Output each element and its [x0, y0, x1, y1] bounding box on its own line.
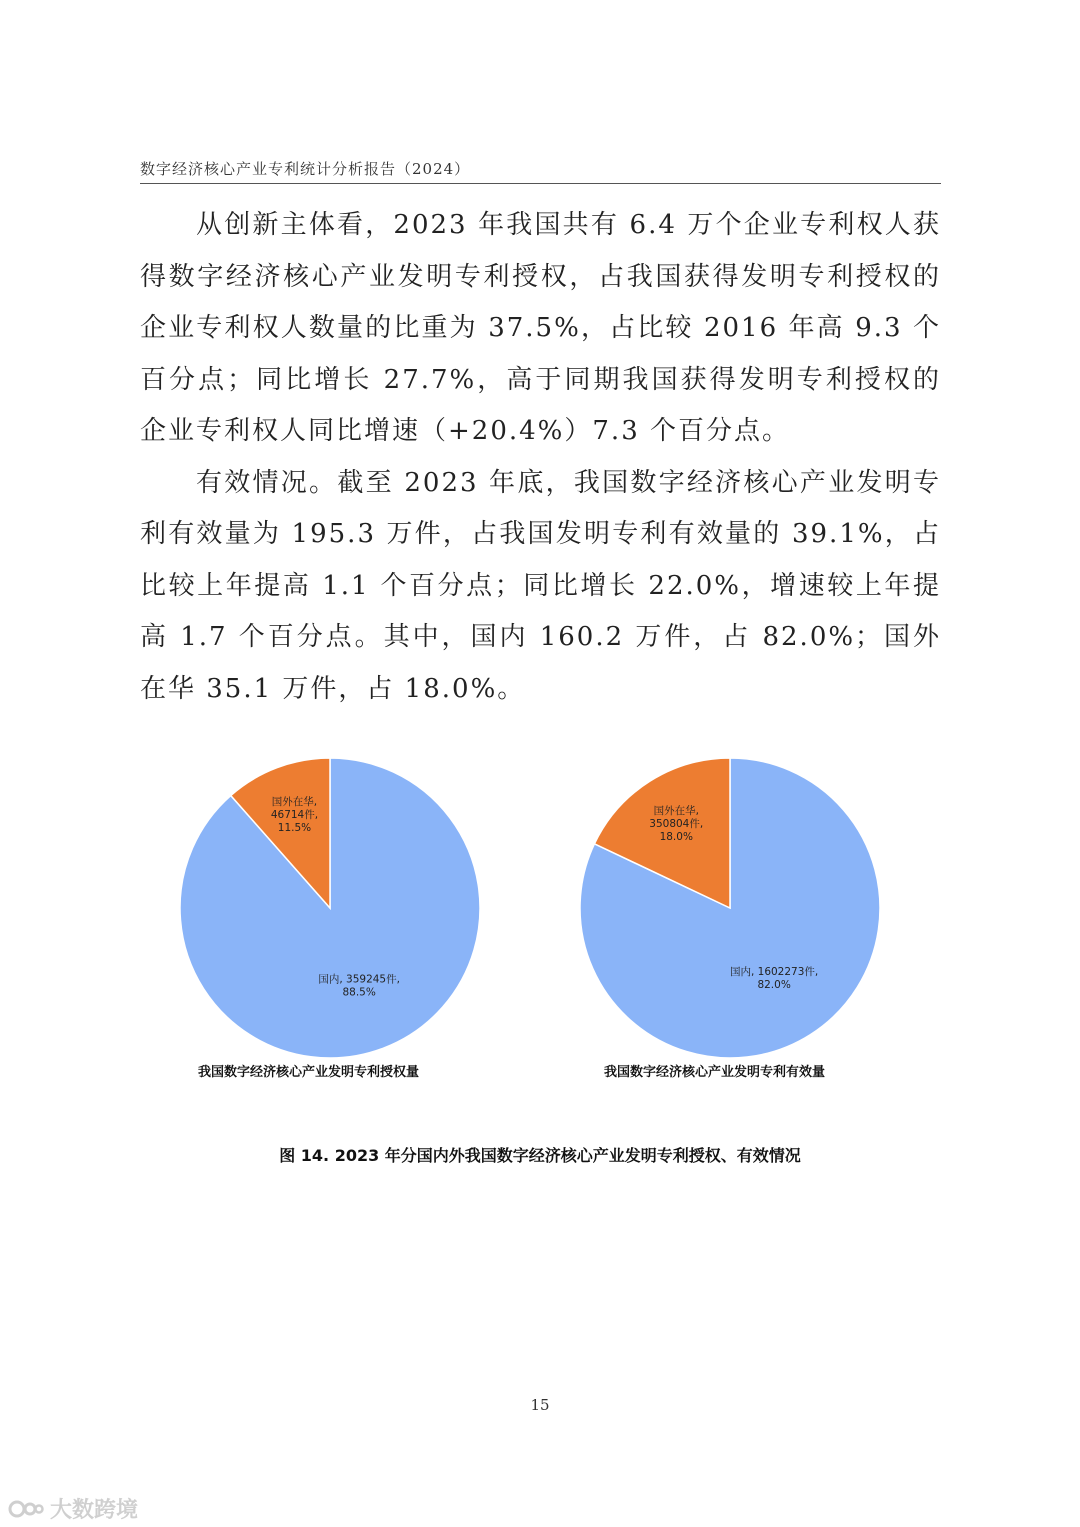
- pie-chart-valid-title: 我国数字经济核心产业发明专利有效量: [604, 1065, 826, 1080]
- pie-label-domestic: 国内, 1602273件, 82.0%: [729, 966, 819, 992]
- page-number: 15: [530, 1396, 550, 1414]
- paragraph-valid-status: [140, 458, 941, 716]
- paragraph-text: 从创新主体看，2023 年我国共有 6.4 万个企业专利权人获得数字经济核心产业发明专利授权，占我国获得发明专利授权的企业专利权人数量的比重为 37.5%，占比较 2016 年高 9.3 个百分点；同比增长 27.7%，高于同期我国获得发明专利授权的企业专利权人同比增速（+20.4%）7.3 个百分点。: [140, 210, 941, 446]
- body-text: [140, 200, 941, 715]
- pie-chart-valid-svg: [578, 756, 882, 1060]
- paragraph-innovation-subject: [140, 200, 941, 458]
- figure-caption: [0, 1143, 1080, 1166]
- paragraph-text: 截至 2023 年底，我国数字经济核心产业发明专利有效量为 195.3 万件，占我国发明专利有效量的 39.1%，占比较上年提高 1.1 个百分点；同比增长 22.0%，增速较上年提高 1.7 个百分点。其中，国内 160.2 万件，占 82.0%；国外在华 35.1 万件，占 18.0%。: [140, 467, 941, 704]
- pie-chart-grants: [178, 756, 482, 1060]
- pie-chart-grants-title: 我国数字经济核心产业发明专利授权量: [198, 1065, 420, 1080]
- watermark: [8, 1493, 138, 1524]
- pie-label-foreign: 国外在华, 350804件, 18.0%: [649, 805, 704, 844]
- header-rule: [140, 183, 941, 184]
- paragraph-lead: 有效情况。: [196, 467, 338, 498]
- figure-caption-label: 图 14.: [279, 1146, 330, 1165]
- figure-caption-text: 2023 年分国内外我国数字经济核心产业发明专利授权、有效情况: [334, 1146, 801, 1165]
- running-header: 数字经济核心产业专利统计分析报告（2024）: [140, 160, 471, 178]
- pie-label-foreign: 国外在华, 46714件, 11.5%: [270, 795, 319, 834]
- pie-chart-valid: [578, 756, 882, 1060]
- pie-chart-grants-svg: [178, 756, 482, 1060]
- watermark-logo-icon: [8, 1498, 44, 1520]
- pie-label-domestic: 国内, 359245件, 88.5%: [318, 973, 400, 999]
- charts-area: [0, 740, 1080, 1100]
- watermark-text: 大数跨境: [50, 1498, 139, 1523]
